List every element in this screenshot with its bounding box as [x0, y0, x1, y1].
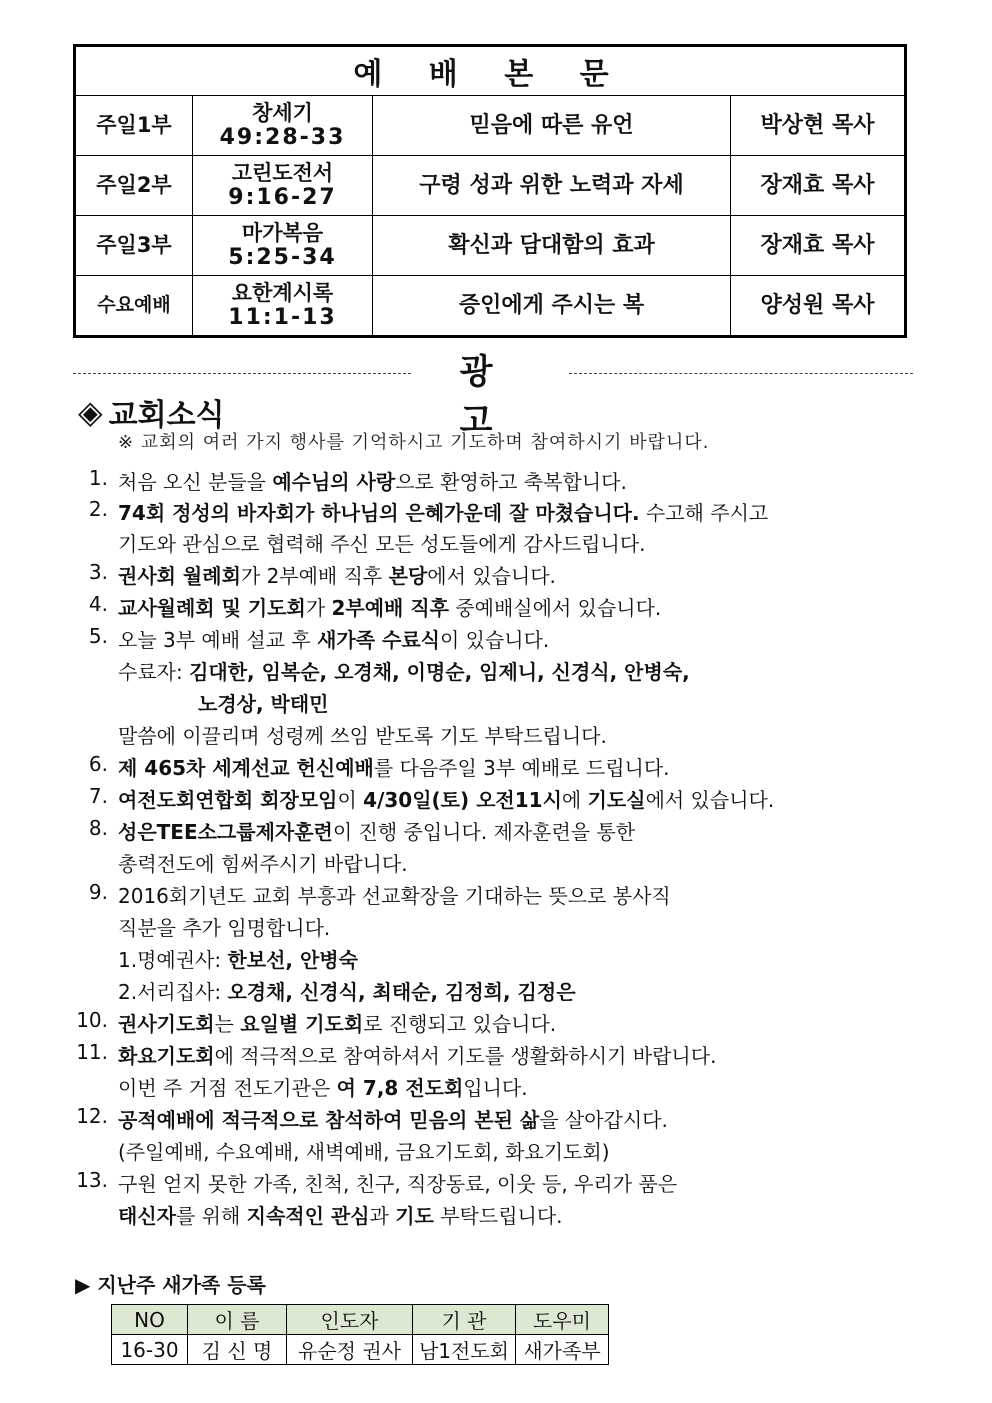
preacher: 장재효 목사 — [731, 156, 906, 216]
list-item: 권사회 월례회가 2부예배 직후 본당에서 있습니다. — [118, 564, 556, 588]
list-item-continued: 노경상, 박태민 — [198, 692, 329, 716]
service-name: 주일2부 — [75, 156, 193, 216]
scripture — [193, 216, 373, 276]
list-item-continued: (주일예배, 수요예배, 새벽예배, 금요기도회, 화요기도회) — [118, 1140, 610, 1164]
item-number: 2. — [88, 497, 108, 521]
table-cell: 유순정 권사 — [287, 1335, 413, 1365]
preacher: 박상현 목사 — [731, 96, 906, 156]
item-number: 8. — [88, 816, 108, 840]
list-item-continued: 말씀에 이끌리며 성령께 쓰임 받도록 기도 부탁드립니다. — [118, 724, 607, 748]
scripture-book: 마가복음 — [241, 220, 324, 245]
preacher: 양성원 목사 — [731, 276, 906, 337]
sermon-title: 구령 성과 위한 노력과 자세 — [373, 156, 731, 216]
column-header: NO — [112, 1305, 188, 1335]
list-item-continued: 1.명예권사: 한보선, 안병숙 — [118, 948, 358, 972]
scripture-book: 요한계시록 — [231, 280, 334, 305]
scripture — [193, 156, 373, 216]
scripture-ref: 49:28-33 — [219, 124, 346, 150]
table-cell: 16-30 — [112, 1335, 188, 1365]
list-item-continued: 이번 주 거점 전도기관은 여 7,8 전도회입니다. — [118, 1076, 528, 1100]
sermon-title: 믿음에 따른 유언 — [373, 96, 731, 156]
list-item: 교사월례회 및 기도회가 2부예배 직후 중예배실에서 있습니다. — [118, 596, 662, 620]
item-number: 1. — [88, 466, 108, 490]
list-item-continued: 직분을 추가 임명합니다. — [118, 916, 331, 940]
sermon-table — [73, 44, 907, 338]
table-cell: 새가족부 — [516, 1335, 609, 1365]
list-item: 권사기도회는 요일별 기도회로 진행되고 있습니다. — [118, 1012, 557, 1036]
scripture-ref: 9:16-27 — [228, 184, 337, 210]
church-news-notice: ※ 교회의 여러 가지 행사를 기억하시고 기도하며 참여하시기 바랍니다. — [118, 432, 710, 453]
list-item: 여전도회연합회 회장모임이 4/30일(토) 오전11시에 기도실에서 있습니다. — [118, 788, 775, 812]
list-item-continued: 총력전도에 힘써주시기 바랍니다. — [118, 852, 408, 876]
table-row — [112, 1335, 609, 1365]
list-item-continued: 2.서리집사: 오경채, 신경식, 최태순, 김정희, 김정은 — [118, 980, 576, 1004]
list-item: 성은TEE소그룹제자훈련이 진행 중입니다. 제자훈련을 통한 — [118, 820, 636, 844]
column-header: 기 관 — [413, 1305, 516, 1335]
item-number: 9. — [88, 880, 108, 904]
list-item: 화요기도회에 적극적으로 참여하셔서 기도를 생활화하시기 바랍니다. — [118, 1044, 717, 1068]
scripture-ref: 5:25-34 — [228, 244, 337, 270]
scripture-book: 창세기 — [252, 100, 313, 125]
item-number: 5. — [88, 624, 108, 648]
item-number: 3. — [88, 560, 108, 584]
list-item: 처음 오신 분들을 예수님의 사랑으로 환영하고 축복합니다. — [118, 470, 627, 494]
church-news-title: 교회소식 — [108, 398, 225, 433]
divider — [569, 373, 913, 374]
item-number: 12. — [76, 1104, 108, 1128]
service-name: 주일3부 — [75, 216, 193, 276]
table-row — [75, 276, 906, 337]
scripture — [193, 276, 373, 337]
scripture-book: 고린도전서 — [231, 160, 334, 185]
service-name: 주일1부 — [75, 96, 193, 156]
list-item: 74회 정성의 바자회가 하나님의 은혜가운데 잘 마쳤습니다. 수고해 주시고 — [118, 501, 769, 525]
column-header: 인도자 — [287, 1305, 413, 1335]
sermon-title: 증인에게 주시는 복 — [373, 276, 731, 337]
table-header-row — [112, 1305, 609, 1335]
service-name: 수요예배 — [75, 276, 193, 337]
list-item: 공적예배에 적극적으로 참석하여 믿음의 본된 삶을 살아갑시다. — [118, 1108, 668, 1132]
list-item-continued: 수료자: 김대한, 임복순, 오경채, 이명순, 임제니, 신경식, 안병숙, — [118, 660, 690, 684]
table-row — [75, 156, 906, 216]
preacher: 장재효 목사 — [731, 216, 906, 276]
scripture — [193, 96, 373, 156]
diamond-icon: ◈ — [78, 393, 103, 431]
table-row — [75, 216, 906, 276]
new-family-table — [111, 1304, 609, 1365]
list-item: 오늘 3부 예배 설교 후 새가족 수료식이 있습니다. — [118, 628, 550, 652]
announcement-label: 광 고 — [459, 352, 527, 441]
item-number: 7. — [88, 784, 108, 808]
scripture-ref: 11:1-13 — [228, 304, 337, 330]
list-item-continued: 태신자를 위해 지속적인 관심과 기도 부탁드립니다. — [118, 1204, 563, 1228]
item-number: 13. — [76, 1168, 108, 1192]
divider — [73, 373, 411, 374]
item-number: 4. — [88, 592, 108, 616]
table-cell: 김 신 명 — [188, 1335, 287, 1365]
list-item-continued: 기도와 관심으로 협력해 주신 모든 성도들에게 감사드립니다. — [118, 532, 646, 556]
item-number: 11. — [76, 1040, 108, 1064]
table-row — [75, 96, 906, 156]
list-item: 구원 얻지 못한 가족, 친척, 친구, 직장동료, 이웃 등, 우리가 품은 — [118, 1172, 678, 1196]
column-header: 도우미 — [516, 1305, 609, 1335]
sermon-table-title: 예 배 본 문 — [75, 46, 906, 96]
list-item: 2016회기년도 교회 부흥과 선교확장을 기대하는 뜻으로 봉사직 — [118, 884, 671, 908]
item-number: 10. — [76, 1008, 108, 1032]
new-family-title: ▶ 지난주 새가족 등록 — [75, 1273, 266, 1297]
list-item: 제 465차 세계선교 헌신예배를 다음주일 3부 예배로 드립니다. — [118, 756, 670, 780]
table-cell: 남1전도회 — [413, 1335, 516, 1365]
sermon-title: 확신과 담대함의 효과 — [373, 216, 731, 276]
item-number: 6. — [88, 752, 108, 776]
column-header: 이 름 — [188, 1305, 287, 1335]
